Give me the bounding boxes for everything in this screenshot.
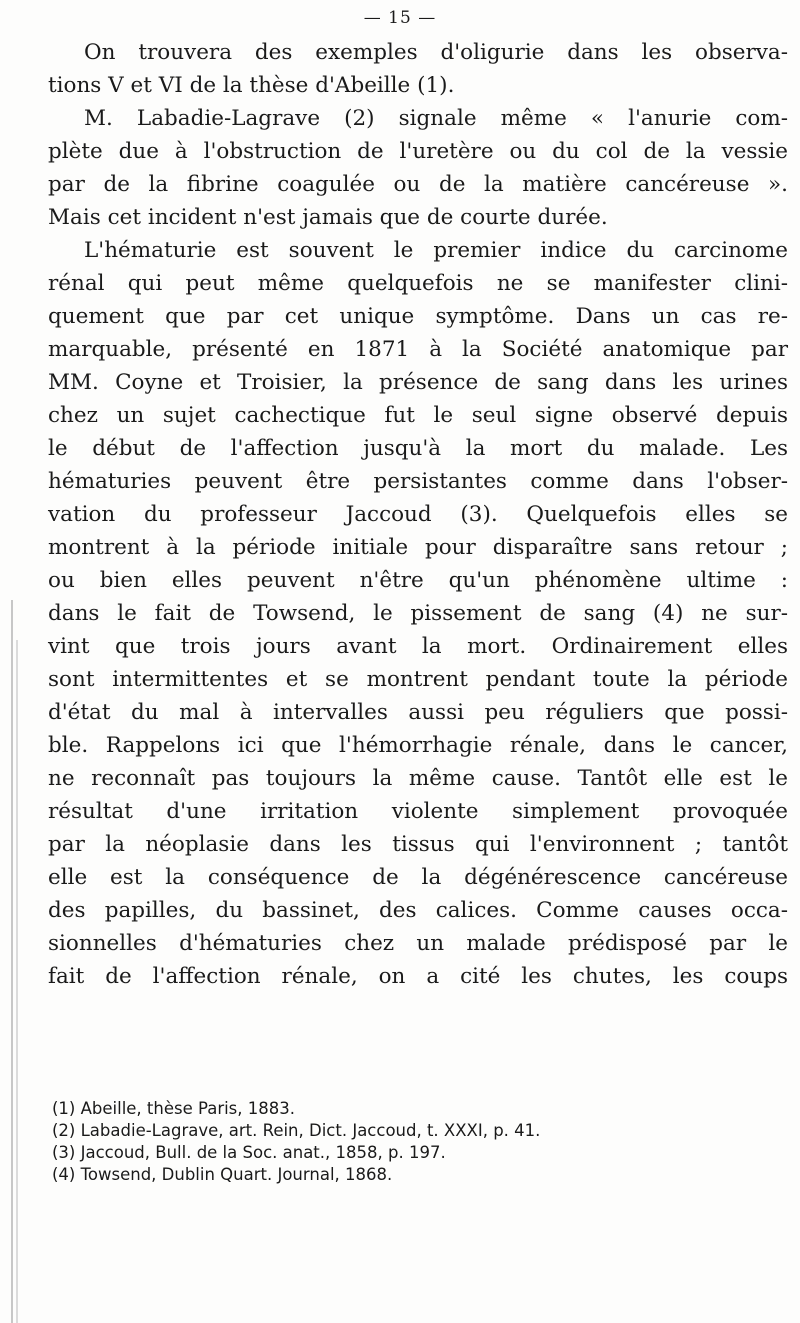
text-line: hématuries peuvent être persistantes comme dans l'obser- <box>48 469 788 494</box>
body-text <box>48 36 788 993</box>
text-line: par la néoplasie dans les tissus qui l'environnent ; tantôt <box>48 832 788 857</box>
text-line: MM. Coyne et Troisier, la présence de sang dans les urines <box>48 370 788 395</box>
text-line: ou bien elles peuvent n'être qu'un phénomène ultime : <box>48 568 788 593</box>
text-line: d'état du mal à intervalles aussi peu réguliers que possi- <box>48 700 788 725</box>
text-line: marquable, présenté en 1871 à la Société anatomique par <box>48 337 788 362</box>
text-line: tions V et VI de la thèse d'Abeille (1). <box>48 73 455 98</box>
footnotes <box>52 1098 752 1186</box>
text-line: ble. Rappelons ici que l'hémorrhagie rénale, dans le cancer, <box>48 733 788 758</box>
page-number: — 15 — <box>363 8 437 28</box>
footnote: (2) Labadie-Lagrave, art. Rein, Dict. Jaccoud, t. XXXI, p. 41. <box>52 1121 541 1140</box>
text-line: dans le fait de Towsend, le pissement de sang (4) ne sur- <box>48 601 788 626</box>
text-line: chez un sujet cachectique fut le seul signe observé depuis <box>48 403 788 428</box>
text-line: le début de l'affection jusqu'à la mort du malade. Les <box>48 436 788 461</box>
text-line: On trouvera des exemples d'oligurie dans les observa- <box>84 40 788 65</box>
page-edge-shadow <box>11 600 13 1323</box>
text-line: résultat d'une irritation violente simplement provoquée <box>48 799 788 824</box>
text-line: sont intermittentes et se montrent pendant toute la période <box>48 667 788 692</box>
text-line: ne reconnaît pas toujours la même cause. Tantôt elle est le <box>48 766 788 791</box>
text-line: M. Labadie-Lagrave (2) signale même « l'anurie com- <box>84 106 788 131</box>
text-line: des papilles, du bassinet, des calices. Comme causes occa- <box>48 898 788 923</box>
footnote: (3) Jaccoud, Bull. de la Soc. anat., 1858, p. 197. <box>52 1143 446 1162</box>
footnote: (1) Abeille, thèse Paris, 1883. <box>52 1099 296 1118</box>
text-line: montrent à la période initiale pour disparaître sans retour ; <box>48 535 788 560</box>
text-line: vation du professeur Jaccoud (3). Quelquefois elles se <box>48 502 788 527</box>
text-line: par de la fibrine coagulée ou de la matière cancéreuse ». <box>48 172 788 197</box>
text-line: sionnelles d'hématuries chez un malade prédisposé par le <box>48 931 788 956</box>
text-line: quement que par cet unique symptôme. Dans un cas re- <box>48 304 788 329</box>
text-line: fait de l'affection rénale, on a cité les chutes, les coups <box>48 964 788 989</box>
text-line: vint que trois jours avant la mort. Ordinairement elles <box>48 634 788 659</box>
text-line: elle est la conséquence de la dégénérescence cancéreuse <box>48 865 788 890</box>
text-line: plète due à l'obstruction de l'uretère ou du col de la vessie <box>48 139 788 164</box>
page-edge-shadow-inner <box>16 640 18 1323</box>
text-line: rénal qui peut même quelquefois ne se manifester clini- <box>48 271 788 296</box>
text-line: L'hématurie est souvent le premier indice du carcinome <box>84 238 788 263</box>
footnote: (4) Towsend, Dublin Quart. Journal, 1868. <box>52 1165 393 1184</box>
text-line: Mais cet incident n'est jamais que de courte durée. <box>48 205 608 230</box>
